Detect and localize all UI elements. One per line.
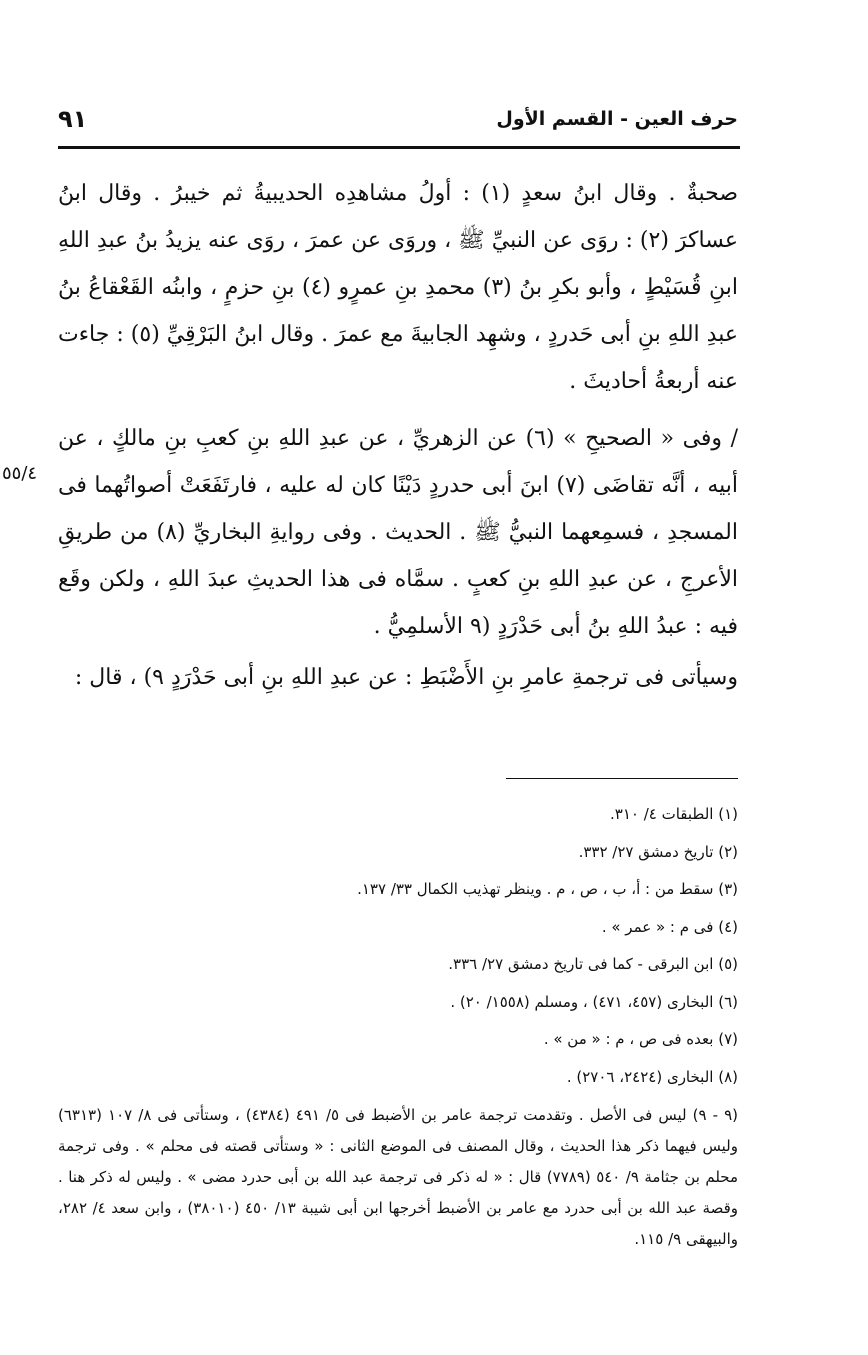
footnote-rule: [506, 778, 738, 779]
footnote: (٥) ابن البرقى - كما فى تاريخ دمشق ٢٧/ ٣٣٦.: [448, 955, 738, 973]
footnote: (٦) البخارى (٤٥٧، ٤٧١) ، ومسلم (١٥٥٨/ ٢٠) .: [450, 992, 738, 1011]
footnote: (٢) تاريخ دمشق ٢٧/ ٣٣٢.: [578, 842, 738, 861]
paragraph: / وفى « الصحيحِ » (٦) عن الزهريِّ ، عن عبدِ اللهِ بنِ كعبِ بنِ مالكٍ ، عن أبيه ، أنَّه تقاضَى (٧) ابنَ أبى حدردٍ دَيْنًا كان له عليه ، فارتَفَعَتْ أصواتُهما فى المسجدِ ، فسمِعهما النبيُّ ﷺ . الحديث . وفى روايةِ البخاريِّ (٨) من طريقِ الأعرجِ ، عن عبدِ اللهِ بنِ كعبٍ . سمَّاه فى هذا الحديثِ عبدَ اللهِ ، ولكن وقَع فيه : عبدُ اللهِ بنُ أبى حَدْرَدٍ (٩ الأسلمِيُّ .: [58, 426, 739, 639]
footnote: (٣) سقط من : أ، ب ، ص ، م . وينظر تهذيب الكمال ٣٣/ ١٣٧.: [357, 880, 738, 898]
margin-reference: ٥٥/٤: [2, 463, 38, 484]
footnote: (٩ - ٩) ليس فى الأصل . وتقدمت ترجمة عامر بن الأضبط فى ٥/ ٤٩١ (٤٣٨٤) ، وستأتى فى ٨/ ١٠٧ (٦٣١٣) وليس فيهما ذكر هذا الحديث ، وقال المصنف فى الموضع الثانى : « وستأتى قصته فى محلم » . وفى ترجمة محلم بن جثامة ٩/ ٥٤٠ (٧٧٨٩) قال : « له ذكر فى ترجمة عبد الله بن أبى حدرد مضى » . وليس له ذكر هنا . وقصة عبد الله بن أبى حدرد مع عامر بن الأضبط أخرجها ابن أبى شيبة ١٣/ ٤٥٠ (٣٨٠١٠) ، وابن سعد ٤/ ٢٨٢، والبيهقى ٩/ ١١٥.: [58, 1106, 739, 1248]
footnote: (٧) بعده فى ص ، م : « من » .: [543, 1030, 738, 1048]
page-number: ٩١: [58, 105, 88, 133]
paragraph: صحبةٌ . وقال ابنُ سعدٍ (١) : أولُ مشاهدِه الحديبيةُ ثم خيبرُ . وقال ابنُ عساكرَ (٢) : روَى عن النبيِّ ﷺ ، وروَى عن عمرَ ، روَى عنه يزيدُ بنُ عبدِ اللهِ ابنِ قُسَيْطٍ ، وأبو بكرِ بنُ (٣) محمدِ بنِ عمرٍو (٤) بنِ حزمٍ ، وابنُه القَعْقاعُ بنُ عبدِ اللهِ بنِ أبى حَدردٍ ، وشهِد الجابيةَ مع عمرَ . وقال ابنُ البَرْقِيِّ (٥) : جاءت عنه أربعةُ أحاديثَ .: [58, 181, 738, 394]
page-header: [58, 96, 738, 142]
running-title: حرف العين - القسم الأول: [496, 108, 738, 130]
footnotes: [58, 796, 738, 1255]
main-text: [58, 170, 738, 701]
paragraph: وسيأتى فى ترجمةِ عامرِ بنِ الأَضْبَطِ : عن عبدِ اللهِ بنِ أبى حَدْرَدٍ ٩) ، قال :: [74, 665, 738, 690]
footnote: (١) الطبقات ٤/ ٣١٠.: [609, 805, 738, 823]
header-rule: [58, 146, 740, 149]
footnote: (٨) البخارى (٢٤٢٤، ٢٧٠٦) .: [566, 1067, 738, 1086]
footnote: (٤) فى م : « عمر » .: [601, 917, 738, 936]
